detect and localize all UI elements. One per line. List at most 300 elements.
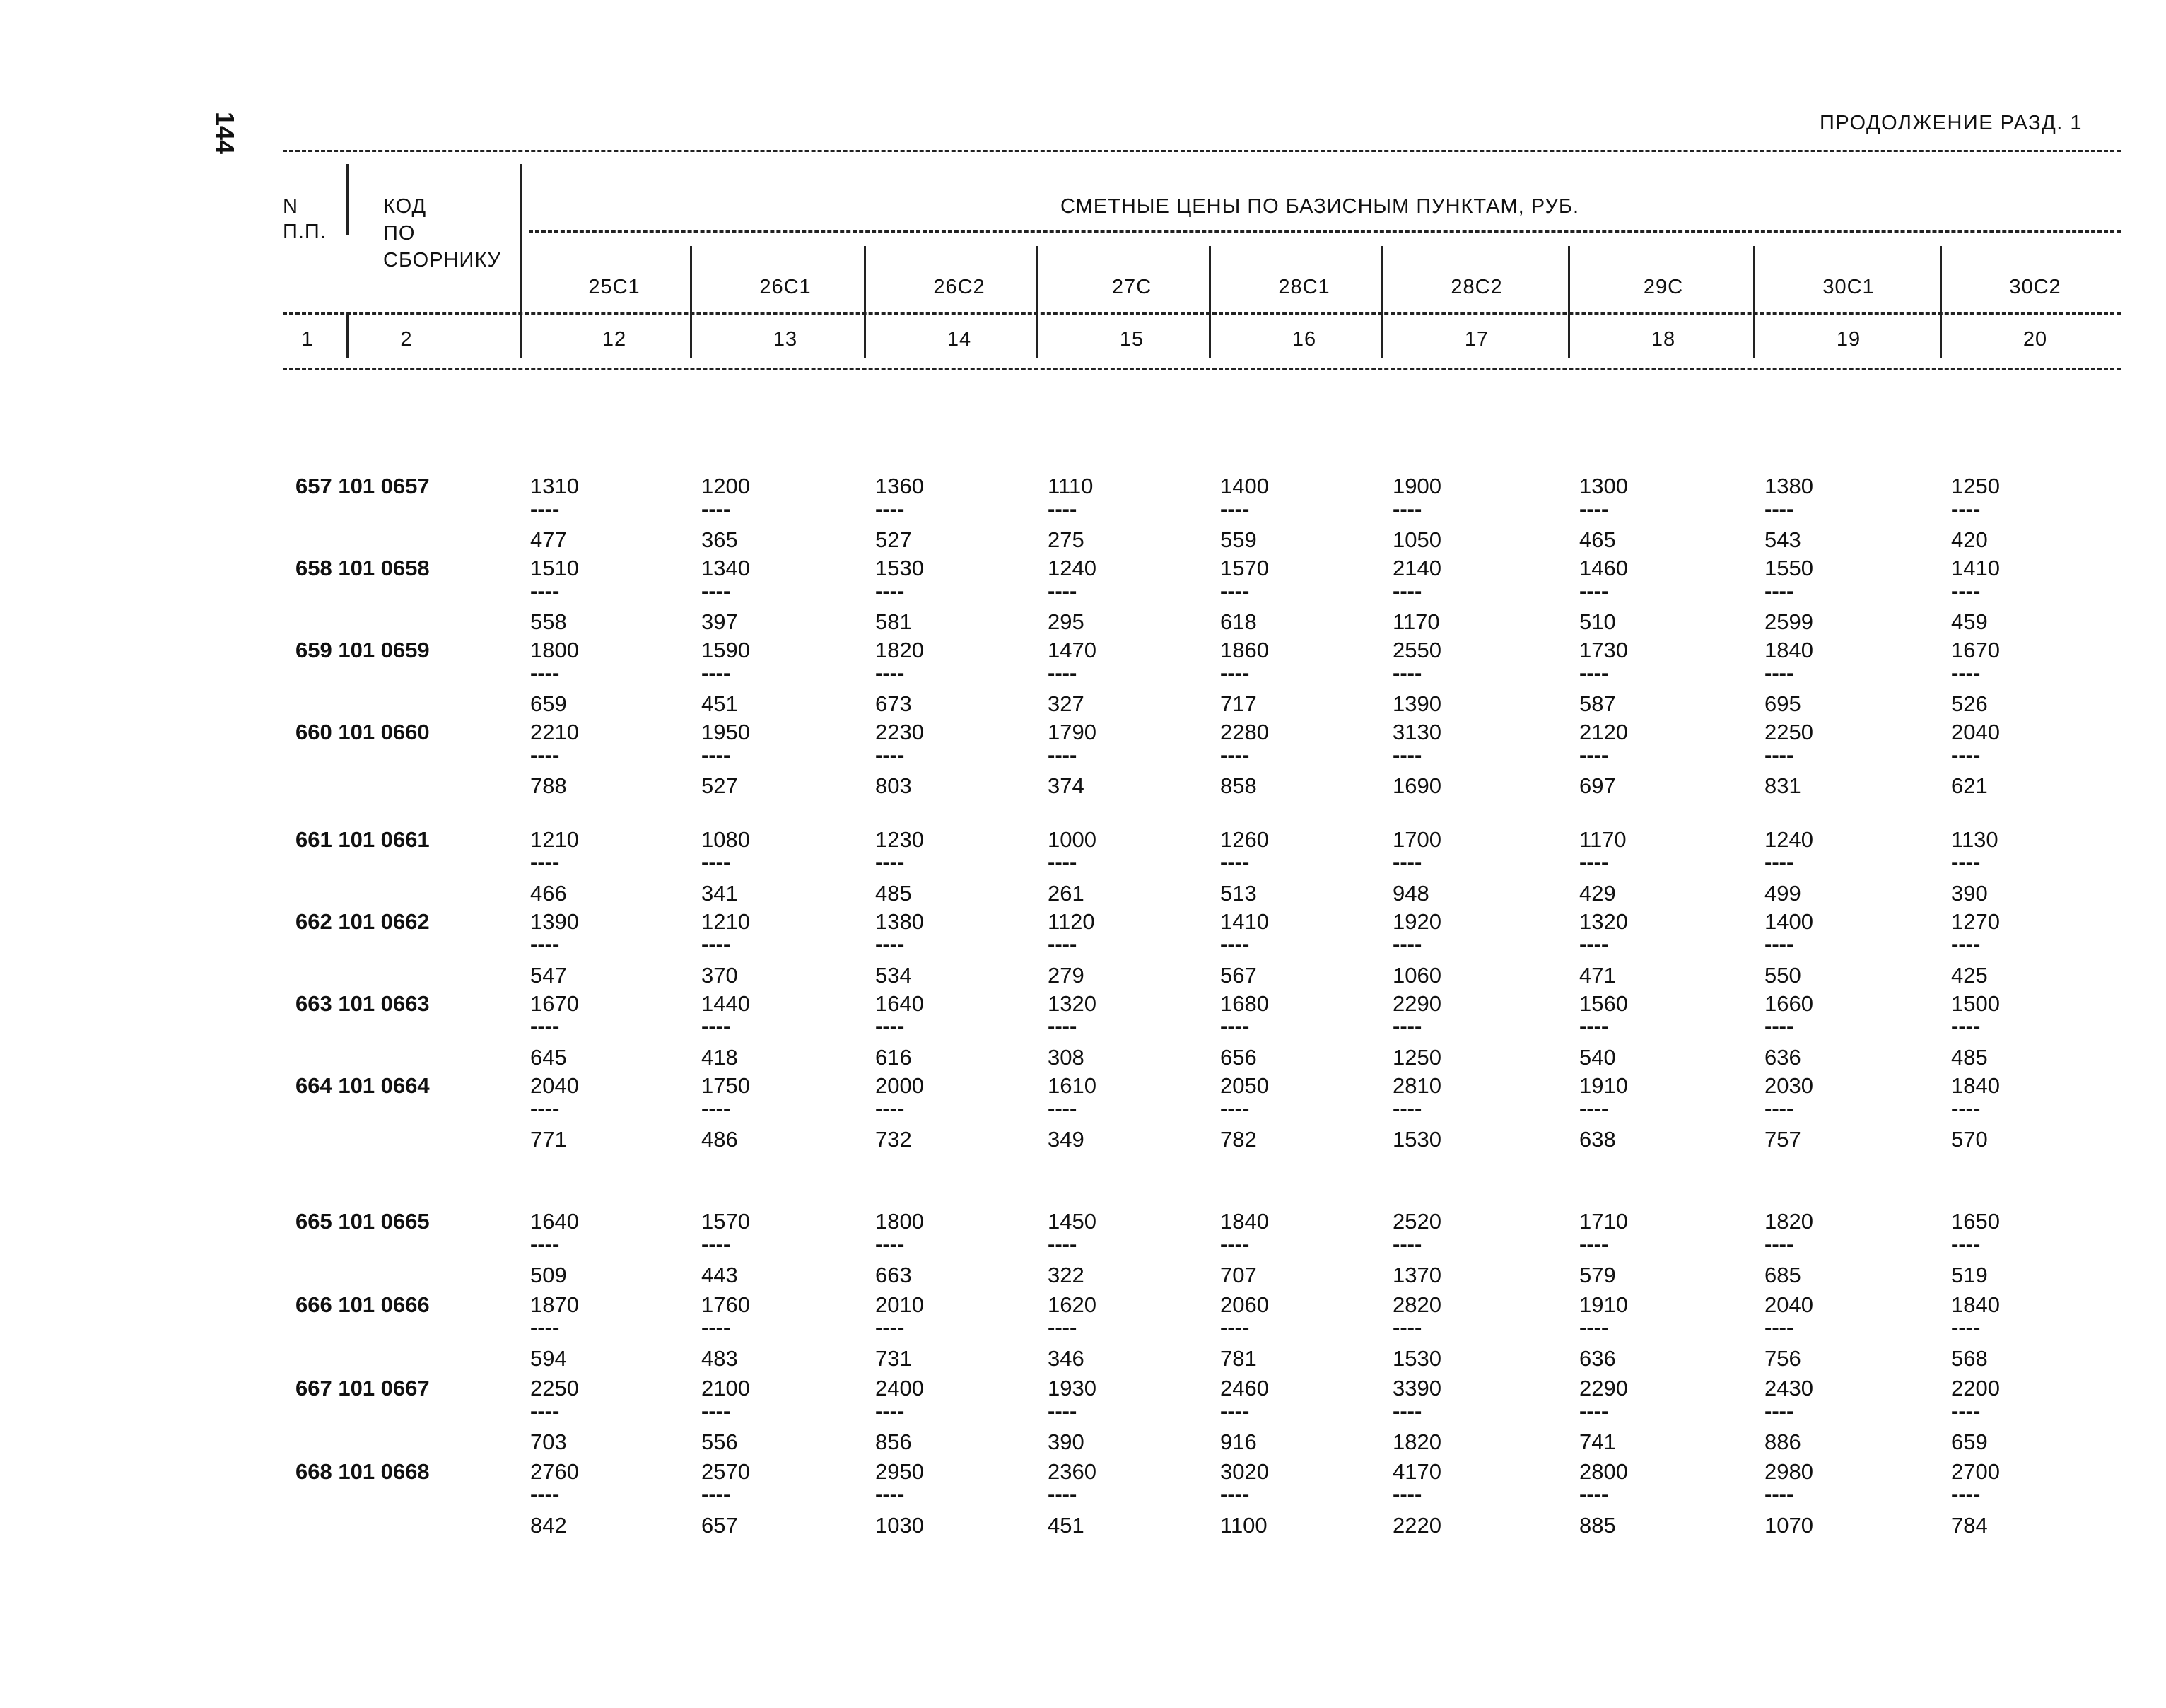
price-value: 1270 [1951,909,2000,934]
price-value-secondary: 697 [1579,773,1616,798]
fraction-separator: ---- [1220,1315,1250,1340]
price-value: 2290 [1393,991,1441,1016]
fraction-separator: ---- [1220,742,1250,767]
price-value: 2760 [530,1459,579,1484]
price-value: 2700 [1951,1459,2000,1484]
price-value-secondary: 568 [1951,1346,1988,1371]
fraction-separator: ---- [701,578,731,603]
price-value-secondary: 420 [1951,527,1988,552]
price-value: 1790 [1048,720,1096,744]
header-code: КОД [383,195,427,218]
fraction-separator: ---- [1579,932,1609,957]
table-row [0,829,2166,906]
fraction-separator: ---- [1220,1398,1250,1423]
price-value-secondary: 1070 [1764,1513,1813,1538]
price-value-secondary: 616 [875,1045,912,1070]
price-value-secondary: 397 [701,609,738,634]
price-value-secondary: 390 [1951,881,1988,906]
price-value-secondary: 695 [1764,691,1801,716]
table-row [0,1075,2166,1152]
price-value-secondary: 550 [1764,963,1801,988]
fraction-separator: ---- [1764,1096,1794,1121]
price-value: 2010 [875,1292,924,1317]
fraction-separator: ---- [875,932,905,957]
price-value: 3130 [1393,720,1441,744]
price-value: 1310 [530,474,579,498]
fraction-separator: ---- [1764,496,1794,521]
price-value: 3390 [1393,1376,1441,1400]
price-value: 1000 [1048,827,1096,852]
price-value-secondary: 618 [1220,609,1257,634]
price-value: 1950 [701,720,750,744]
header-col-number: 12 [602,328,627,351]
fraction-separator: ---- [701,1398,731,1423]
price-value: 1260 [1220,827,1269,852]
fraction-separator: ---- [1048,1014,1077,1039]
price-value-secondary: 858 [1220,773,1257,798]
fraction-separator: ---- [1393,1014,1422,1039]
header-lower-rule [283,312,2121,315]
price-value-secondary: 741 [1579,1429,1616,1454]
fraction-separator: ---- [1393,1398,1422,1423]
header-mid-rule [529,230,2121,233]
price-value-secondary: 703 [530,1429,567,1454]
price-value: 1910 [1579,1073,1628,1098]
header-bottom-rule [283,368,2121,370]
price-value: 2980 [1764,1459,1813,1484]
price-value: 2230 [875,720,924,744]
fraction-separator: ---- [1764,932,1794,957]
price-value: 1200 [701,474,750,498]
header-divider [1753,246,1755,358]
price-value-secondary: 485 [1951,1045,1988,1070]
price-value-secondary: 732 [875,1127,912,1152]
row-label: 662 101 0662 [295,909,430,934]
price-value: 1680 [1220,991,1269,1016]
fraction-separator: ---- [1579,1482,1609,1507]
fraction-separator: ---- [1579,1315,1609,1340]
price-value-secondary: 547 [530,963,567,988]
row-label: 663 101 0663 [295,991,430,1016]
price-value-secondary: 784 [1951,1513,1988,1538]
fraction-separator: ---- [1048,1232,1077,1256]
header-point-label: 28С1 [1278,276,1330,298]
price-value-secondary: 717 [1220,691,1257,716]
price-value-secondary: 731 [875,1346,912,1371]
price-value: 2140 [1393,556,1441,580]
price-value: 1210 [701,909,750,934]
fraction-separator: ---- [1048,850,1077,875]
price-value: 1590 [701,638,750,662]
price-value-secondary: 594 [530,1346,567,1371]
price-value-secondary: 885 [1579,1513,1616,1538]
fraction-separator: ---- [1579,496,1609,521]
price-value-secondary: 526 [1951,691,1988,716]
price-value: 1900 [1393,474,1441,498]
fraction-separator: ---- [701,1315,731,1340]
price-value-secondary: 1060 [1393,963,1441,988]
price-value: 1730 [1579,638,1628,662]
price-value-secondary: 587 [1579,691,1616,716]
price-value-secondary: 425 [1951,963,1988,988]
table-row [0,993,2166,1070]
price-value-secondary: 370 [701,963,738,988]
header-divider [346,314,349,358]
row-label: 659 101 0659 [295,638,430,662]
fraction-separator: ---- [1393,496,1422,521]
price-value-secondary: 349 [1048,1127,1084,1152]
price-value: 2280 [1220,720,1269,744]
fraction-separator: ---- [1220,932,1250,957]
fraction-separator: ---- [701,932,731,957]
price-value-secondary: 510 [1579,609,1616,634]
price-value-secondary: 451 [1048,1513,1084,1538]
price-value: 1440 [701,991,750,1016]
price-value-secondary: 886 [1764,1429,1801,1454]
fraction-separator: ---- [1951,1398,1981,1423]
price-value-secondary: 1690 [1393,773,1441,798]
fraction-separator: ---- [1393,850,1422,875]
fraction-separator: ---- [1220,1096,1250,1121]
price-value: 1120 [1048,909,1095,934]
price-value: 2030 [1764,1073,1813,1098]
price-value: 1400 [1220,474,1269,498]
header-code-po: ПО [383,222,416,245]
fraction-separator: ---- [875,1232,905,1256]
fraction-separator: ---- [530,932,560,957]
fraction-separator: ---- [1048,1096,1077,1121]
fraction-separator: ---- [1393,1096,1422,1121]
price-value-secondary: 656 [1220,1045,1257,1070]
fraction-separator: ---- [1048,932,1077,957]
price-value: 1130 [1951,827,1998,852]
price-value-secondary: 543 [1764,527,1801,552]
price-value: 1650 [1951,1209,2000,1234]
price-value: 1320 [1048,991,1096,1016]
price-value-secondary: 663 [875,1263,912,1287]
header-col-number: 15 [1119,328,1145,351]
price-value: 1670 [530,991,579,1016]
section-title: ПРОДОЛЖЕНИЕ РАЗД. 1 [1820,112,2083,134]
price-value: 1560 [1579,991,1628,1016]
table-row [0,911,2166,988]
fraction-separator: ---- [1579,660,1609,685]
header-point-label: 27С [1111,276,1152,298]
fraction-separator: ---- [530,1315,560,1340]
row-label: 665 101 0665 [295,1209,430,1234]
fraction-separator: ---- [875,660,905,685]
price-value: 1570 [1220,556,1269,580]
table-row [0,1461,2166,1538]
price-value: 1860 [1220,638,1269,662]
fraction-separator: ---- [1579,1096,1609,1121]
price-value-secondary: 579 [1579,1263,1616,1287]
price-value: 1510 [530,556,579,580]
table-row [0,1294,2166,1371]
fraction-separator: ---- [701,1096,731,1121]
fraction-separator: ---- [1220,850,1250,875]
price-value-secondary: 499 [1764,881,1801,906]
price-value: 1230 [875,827,924,852]
header-divider [1940,246,1942,358]
fraction-separator: ---- [1393,1482,1422,1507]
fraction-separator: ---- [1579,742,1609,767]
header-point-label: 26С1 [759,276,812,298]
price-value-secondary: 2220 [1393,1513,1441,1538]
price-value-secondary: 657 [701,1513,738,1538]
row-label: 664 101 0664 [295,1073,430,1098]
price-value-secondary: 757 [1764,1127,1801,1152]
fraction-separator: ---- [1393,1232,1422,1256]
price-value-secondary: 471 [1579,963,1616,988]
price-value-secondary: 1370 [1393,1263,1441,1287]
price-value: 1640 [530,1209,579,1234]
price-value: 1250 [1951,474,2000,498]
price-value: 1210 [530,827,579,852]
price-value: 1610 [1048,1073,1096,1098]
price-value: 1470 [1048,638,1096,662]
price-value: 1760 [701,1292,750,1317]
row-label: 658 101 0658 [295,556,430,580]
price-value-secondary: 483 [701,1346,738,1371]
fraction-separator: ---- [875,1014,905,1039]
price-value: 1240 [1048,556,1096,580]
fraction-separator: ---- [1220,660,1250,685]
fraction-separator: ---- [1579,850,1609,875]
price-value: 4170 [1393,1459,1441,1484]
fraction-separator: ---- [701,850,731,875]
price-value: 2460 [1220,1376,1269,1400]
fraction-separator: ---- [875,742,905,767]
price-value-secondary: 1250 [1393,1045,1441,1070]
price-value: 2040 [1951,720,2000,744]
price-value-secondary: 756 [1764,1346,1801,1371]
table-row [0,1377,2166,1455]
price-value: 2060 [1220,1292,1269,1317]
price-value: 1550 [1764,556,1813,580]
price-value-secondary: 856 [875,1429,912,1454]
price-value-secondary: 513 [1220,881,1257,906]
fraction-separator: ---- [1764,850,1794,875]
fraction-separator: ---- [1393,742,1422,767]
header-col-number: 14 [947,328,972,351]
fraction-separator: ---- [1951,1315,1981,1340]
price-value: 1320 [1579,909,1628,934]
price-value: 1840 [1951,1292,2000,1317]
price-value: 1820 [1764,1209,1813,1234]
fraction-separator: ---- [1951,496,1981,521]
fraction-separator: ---- [1764,660,1794,685]
fraction-separator: ---- [1951,932,1981,957]
header-point-label: 29С [1643,276,1684,298]
price-value-secondary: 916 [1220,1429,1257,1454]
price-value: 1410 [1220,909,1269,934]
price-value-secondary: 803 [875,773,912,798]
fraction-separator: ---- [701,1482,731,1507]
price-value: 1300 [1579,474,1628,498]
price-value-secondary: 509 [530,1263,567,1287]
fraction-separator: ---- [1951,1096,1981,1121]
fraction-separator: ---- [1579,1398,1609,1423]
price-value: 1570 [701,1209,750,1234]
fraction-separator: ---- [875,578,905,603]
price-value-secondary: 451 [701,691,738,716]
header-point-label: 28С2 [1451,276,1503,298]
fraction-separator: ---- [1951,660,1981,685]
price-value-secondary: 519 [1951,1263,1988,1287]
fraction-separator: ---- [875,850,905,875]
fraction-separator: ---- [1220,578,1250,603]
price-value: 1110 [1048,474,1094,498]
header-top-rule [283,150,2121,152]
price-value: 1240 [1764,827,1813,852]
price-value-secondary: 261 [1048,881,1084,906]
price-value: 2200 [1951,1376,2000,1400]
header-divider [520,164,522,358]
fraction-separator: ---- [1951,1014,1981,1039]
price-value: 1640 [875,991,924,1016]
fraction-separator: ---- [1048,496,1077,521]
fraction-separator: ---- [1764,1398,1794,1423]
fraction-separator: ---- [1048,1315,1077,1340]
price-value-secondary: 567 [1220,963,1257,988]
price-value: 1840 [1951,1073,2000,1098]
price-value-secondary: 581 [875,609,912,634]
fraction-separator: ---- [1951,1482,1981,1507]
price-value-secondary: 558 [530,609,567,634]
price-value: 1840 [1764,638,1813,662]
fraction-separator: ---- [1393,1315,1422,1340]
header-col-number: 13 [773,328,798,351]
price-value-secondary: 781 [1220,1346,1257,1371]
price-value-secondary: 1530 [1393,1127,1441,1152]
price-value-secondary: 638 [1579,1127,1616,1152]
price-value-secondary: 659 [1951,1429,1988,1454]
price-value: 2430 [1764,1376,1813,1400]
fraction-separator: ---- [1764,1014,1794,1039]
price-value: 2050 [1220,1073,1269,1098]
fraction-separator: ---- [1764,578,1794,603]
price-value-secondary: 1530 [1393,1346,1441,1371]
price-value: 1500 [1951,991,2000,1016]
fraction-separator: ---- [1220,496,1250,521]
price-value-secondary: 390 [1048,1429,1084,1454]
price-value: 1840 [1220,1209,1269,1234]
price-value-secondary: 2599 [1764,609,1813,634]
fraction-separator: ---- [701,496,731,521]
price-value: 1820 [875,638,924,662]
price-value: 2520 [1393,1209,1441,1234]
price-value: 1700 [1393,827,1441,852]
fraction-separator: ---- [1951,1232,1981,1256]
price-value: 2400 [875,1376,924,1400]
table-row [0,557,2166,635]
fraction-separator: ---- [530,1482,560,1507]
price-value: 2040 [1764,1292,1813,1317]
price-value-secondary: 429 [1579,881,1616,906]
table-row [0,1210,2166,1288]
fraction-separator: ---- [530,1232,560,1256]
fraction-separator: ---- [1048,1398,1077,1423]
header-col-number: 16 [1292,328,1317,351]
header-point-label: 25С1 [588,276,640,298]
price-value-secondary: 418 [701,1045,738,1070]
fraction-separator: ---- [1579,578,1609,603]
header-code-sborniku: СБОРНИКУ [383,249,501,271]
header-divider [346,164,349,235]
fraction-separator: ---- [1048,578,1077,603]
price-value: 2810 [1393,1073,1441,1098]
price-value-secondary: 374 [1048,773,1084,798]
price-value: 2950 [875,1459,924,1484]
price-value: 1080 [701,827,750,852]
fraction-separator: ---- [530,660,560,685]
fraction-separator: ---- [1220,1232,1250,1256]
price-value: 2250 [1764,720,1813,744]
fraction-separator: ---- [530,850,560,875]
fraction-separator: ---- [875,1096,905,1121]
fraction-separator: ---- [1393,578,1422,603]
table-row [0,639,2166,717]
fraction-separator: ---- [1764,742,1794,767]
fraction-separator: ---- [530,1014,560,1039]
fraction-separator: ---- [701,1232,731,1256]
price-value: 1340 [701,556,750,580]
price-value: 1170 [1579,827,1627,852]
header-point-label: 26С2 [933,276,985,298]
header-col-number: 18 [1651,328,1676,351]
row-label: 660 101 0660 [295,720,430,744]
header-col-number: 20 [2022,328,2048,351]
price-value: 3020 [1220,1459,1269,1484]
price-value: 2550 [1393,638,1441,662]
price-value-secondary: 636 [1764,1045,1801,1070]
price-value-secondary: 485 [875,881,912,906]
price-value-secondary: 1030 [875,1513,924,1538]
row-label: 667 101 0667 [295,1376,430,1400]
price-value: 2000 [875,1073,924,1098]
price-value: 1620 [1048,1292,1096,1317]
price-value-secondary: 1100 [1220,1513,1268,1538]
price-value-secondary: 556 [701,1429,738,1454]
row-label: 668 101 0668 [295,1459,430,1484]
price-value-secondary: 540 [1579,1045,1616,1070]
fraction-separator: ---- [1048,660,1077,685]
fraction-separator: ---- [1579,1232,1609,1256]
price-value-secondary: 1820 [1393,1429,1441,1454]
price-value-secondary: 275 [1048,527,1084,552]
price-value-secondary: 527 [875,527,912,552]
header-divider [1568,246,1570,358]
price-value-secondary: 659 [530,691,567,716]
fraction-separator: ---- [701,742,731,767]
fraction-separator: ---- [1220,1482,1250,1507]
price-value: 1800 [875,1209,924,1234]
fraction-separator: ---- [701,660,731,685]
header-group-title: СМЕТНЫЕ ЦЕНЫ ПО БАЗИСНЫМ ПУНКТАМ, РУБ. [1060,195,1579,218]
price-value-secondary: 771 [530,1127,567,1152]
price-value-secondary: 831 [1764,773,1801,798]
price-value: 1410 [1951,556,2000,580]
row-label: 657 101 0657 [295,474,430,498]
price-value: 1400 [1764,909,1813,934]
price-value-secondary: 673 [875,691,912,716]
price-value: 1750 [701,1073,750,1098]
price-value: 1360 [875,474,924,498]
price-value-secondary: 486 [701,1127,738,1152]
price-value: 2040 [530,1073,579,1098]
fraction-separator: ---- [1048,1482,1077,1507]
